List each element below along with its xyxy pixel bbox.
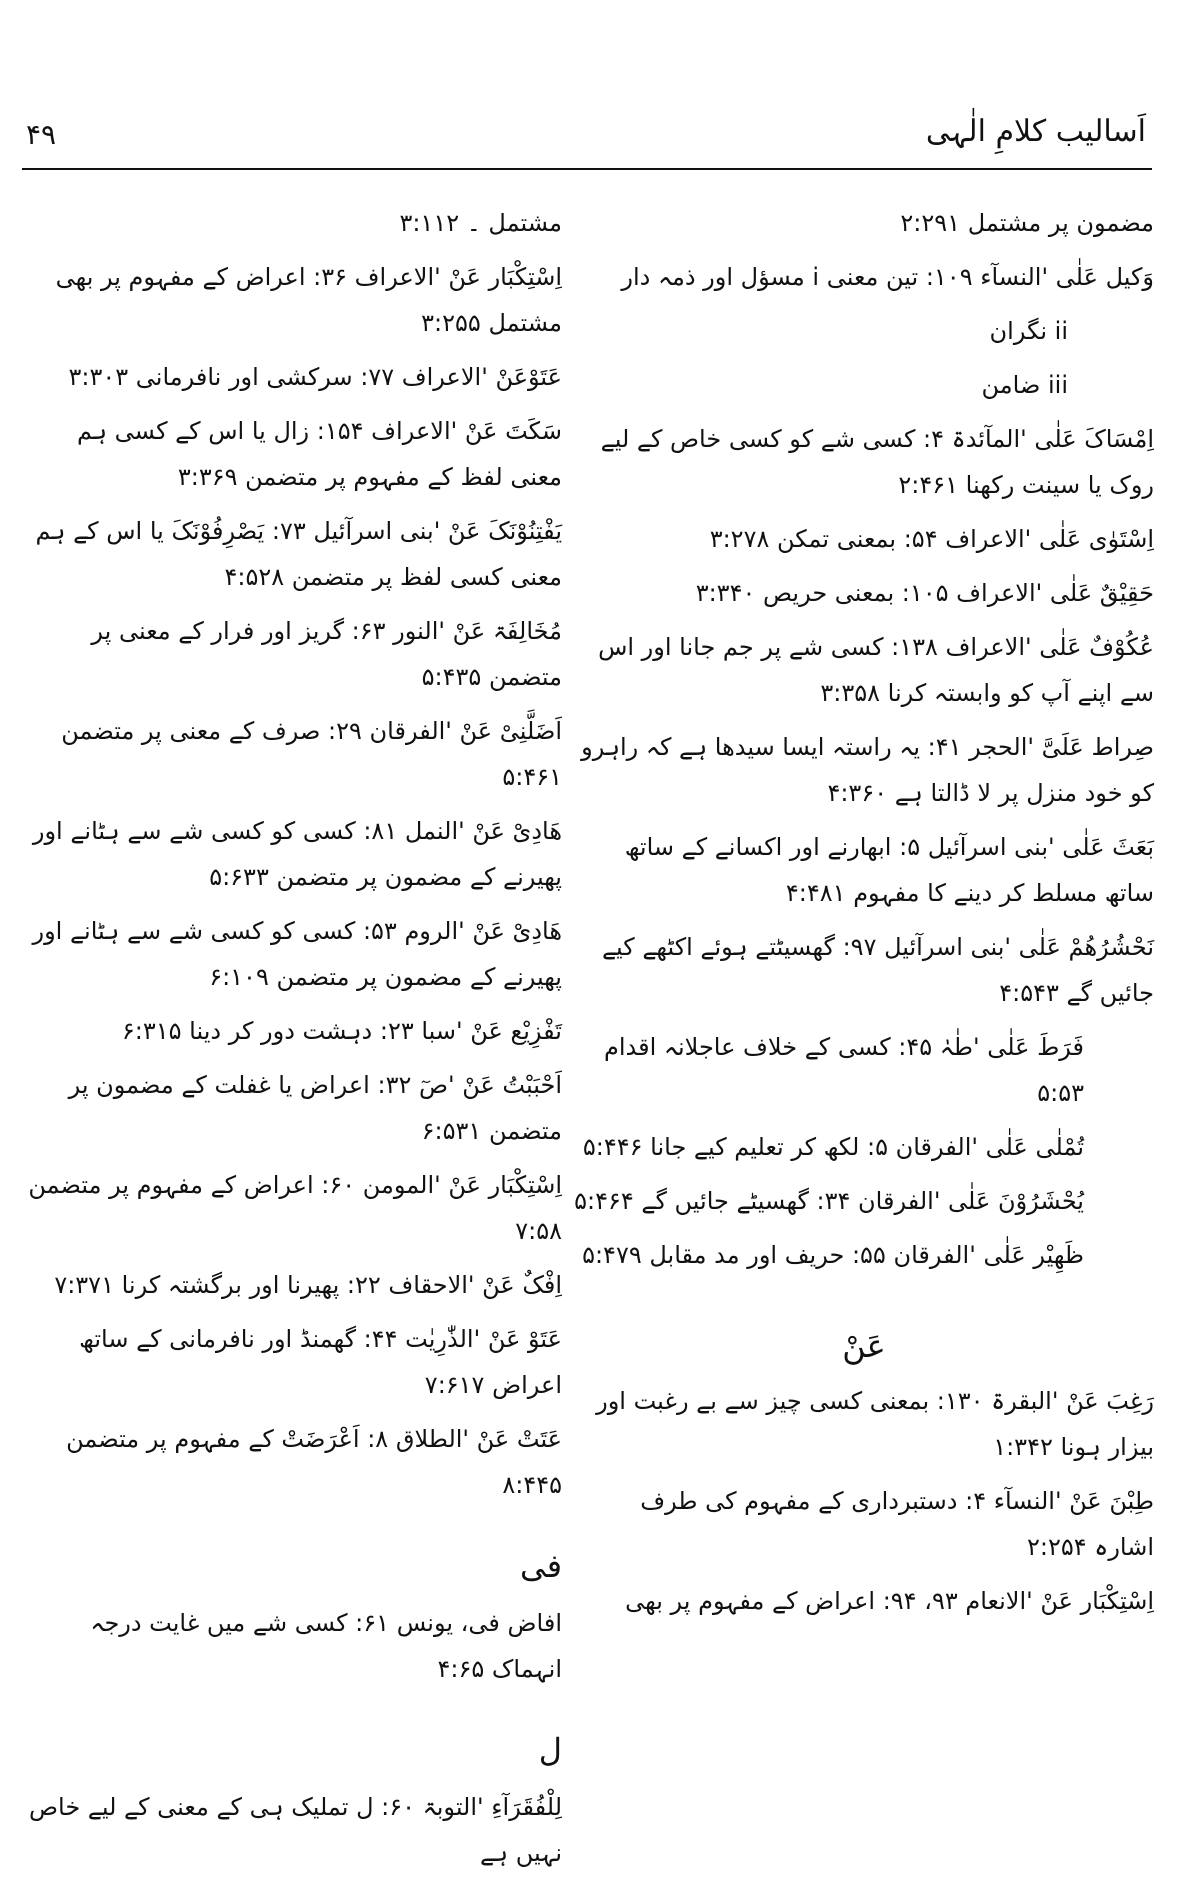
index-entry: ھَادِیْ عَنْ 'الروم ۵۳: کسی کو کسی شے سے ہٹانے اور پھیرنے کے مضمون پر متضمن ۶:۱۰۹ <box>32 917 562 991</box>
page-header <box>22 108 1152 170</box>
index-entry: مشتمل ۔ ۳:۱۱۲ <box>399 209 562 237</box>
index-entry: اِسْتَوٰی عَلٰی 'الاعراف ۵۴: بمعنی تمکن ۳:۲۷۸ <box>709 525 1154 553</box>
index-entry: اِفْکٌ عَنْ 'الاحقاف ۲۲: پھیرنا اور برگشتہ کرنا ۷:۳۷۱ <box>54 1271 562 1299</box>
index-entry: اِسْتِکْبَار عَنْ 'الانعام ۹۳، ۹۴: اعراض کے مفہوم پر بھی <box>625 1587 1154 1615</box>
index-subentry: ii نگران <box>989 317 1068 345</box>
index-entry: اِسْتِکْبَار عَنْ 'الاعراف ۳۶: اعراض کے مفہوم پر بھی مشتمل ۳:۲۵۵ <box>55 263 562 337</box>
index-entry: ظَھِیْر عَلٰی 'الفرقان ۵۵: حریف اور مد مقابل ۵:۴۷۹ <box>582 1241 1084 1269</box>
index-entry: اَضَلَّنِیْ عَنْ 'الفرقان ۲۹: صرف کے معنی پر متضمن ۵:۴۶۱ <box>61 717 562 791</box>
index-entry: ھَادِیْ عَنْ 'النمل ۸۱: کسی کو کسی شے سے ہٹانے اور پھیرنے کے مضمون پر متضمن ۵:۶۳۳ <box>32 817 562 891</box>
page-number: ۴۹ <box>26 118 57 151</box>
index-entry: مُخَالِفَۃ عَنْ 'النور ۶۳: گریز اور فرار کے معنی پر متضمن ۵:۴۳۵ <box>91 617 562 691</box>
index-entry: یَفْتِنُوْنَکَ عَنْ 'بنی اسرآئیل ۷۳: یَصْرِفُوْنَکَ یا اس کے ہم معنی کسی لفظ پر متضمن ۴:۵۲۸ <box>35 517 562 591</box>
index-entry: یُحْشَرُوْنَ عَلٰی 'الفرقان ۳۴: گھسیٹے جائیں گے ۵:۴۶۴ <box>574 1187 1084 1215</box>
section-heading-an: عَنْ <box>842 1327 886 1365</box>
index-entry: حَقِیْقٌ عَلٰی 'الاعراف ۱۰۵: بمعنی حریص ۳:۳۴۰ <box>695 579 1154 607</box>
index-entry: بَعَثَ عَلٰی 'بنی اسرآئیل ۵: ابھارنے اور اکسانے کے ساتھ ساتھ مسلط کر دینے کا مفہوم ۴:۴۸۱ <box>624 833 1154 907</box>
index-entry: عَتَوْ عَنْ 'الذّٰرِیٰت ۴۴: گھمنڈ اور نافرمانی کے ساتھ اعراض ۷:۶۱۷ <box>79 1325 562 1399</box>
index-entry: تُمْلٰی عَلٰی 'الفرقان ۵: لکھ کر تعلیم کیے جانا ۵:۴۴۶ <box>582 1133 1084 1161</box>
index-entry: وَکیل عَلٰی 'النسآء ۱۰۹: تین معنی i مسؤل اور ذمہ دار <box>621 263 1154 291</box>
index-entry: تَفْزِیْع عَنْ 'سبا ۲۳: دہشت دور کر دینا ۶:۳۱۵ <box>121 1017 562 1045</box>
index-entry: مضمون پر مشتمل ۲:۲۹۱ <box>900 209 1154 237</box>
index-entry: طِبْنَ عَنْ 'النسآء ۴: دستبرداری کے مفہوم کی طرف اشارہ ۲:۲۵۴ <box>640 1487 1154 1561</box>
index-entry: لِلْفُقَرَآءِ 'التوبۃ ۶۰: ل تملیک ہی کے معنی کے لیے خاص نہیں ہے <box>28 1793 562 1867</box>
section-heading-fi: فی <box>520 1547 562 1585</box>
index-entry: اِسْتِکْبَار عَنْ 'المومن ۶۰: اعراض کے مفہوم پر متضمن ۷:۵۸ <box>28 1171 562 1245</box>
index-entry: عُکُوْفٌ عَلٰی 'الاعراف ۱۳۸: کسی شے پر جم جانا اور اس سے اپنے آپ کو وابستہ کرنا ۳:۳۵۸ <box>598 633 1154 707</box>
index-entry: اَحْبَبْتُ عَنْ 'صٓ ۳۲: اعراض یا غفلت کے مضمون پر متضمن ۶:۵۳۱ <box>68 1071 562 1145</box>
index-entry: سَکَتَ عَنْ 'الاعراف ۱۵۴: زال یا اس کے کسی ہم معنی لفظ کے مفہوم پر متضمن ۳:۳۶۹ <box>76 417 562 491</box>
running-title: اَسالیب کلامِ الٰہی <box>925 114 1146 149</box>
section-heading-lam: ل <box>538 1731 562 1769</box>
index-entry: افاض فی، یونس ۶۱: کسی شے میں غایت درجہ انہماک ۴:۶۵ <box>90 1609 562 1683</box>
index-entry: اِمْسَاکَ عَلٰی 'المآئدۃ ۴: کسی شے کو کسی خاص کے لیے روک یا سینت رکھنا ۲:۴۶۱ <box>600 425 1154 499</box>
index-entry: صِراط عَلَیَّ 'الحجر ۴۱: یہ راستہ ایسا سیدھا ہے کہ راہرو کو خود منزل پر لا ڈالتا ہے ۴:۳۶۰ <box>581 733 1154 807</box>
index-entry: فَرَطَ عَلٰی 'طٰہٰ ۴۵: کسی کے خلاف عاجلانہ اقدام ۵:۵۳ <box>604 1033 1084 1107</box>
left-column <box>22 200 562 1884</box>
index-entry: نَحْشُرُھُمْ عَلٰی 'بنی اسرآئیل ۹۷: گھسیٹتے ہوئے اکٹھے کیے جائیں گے ۴:۵۴۳ <box>601 933 1154 1007</box>
right-column <box>574 200 1154 1632</box>
index-entry: عَتَوْعَنْ 'الاعراف ۷۷: سرکشی اور نافرمانی ۳:۳۰۳ <box>68 363 562 391</box>
index-subentry: iii ضامن <box>981 371 1068 399</box>
index-entry: عَتَتْ عَنْ 'الطلاق ۸: اَعْرَضَتْ کے مفہوم پر متضمن ۸:۴۴۵ <box>66 1425 562 1499</box>
index-entry: رَغِبَ عَنْ 'البقرۃ ۱۳۰: بمعنی کسی چیز سے بے رغبت اور بیزار ہونا ۱:۳۴۲ <box>596 1387 1154 1461</box>
